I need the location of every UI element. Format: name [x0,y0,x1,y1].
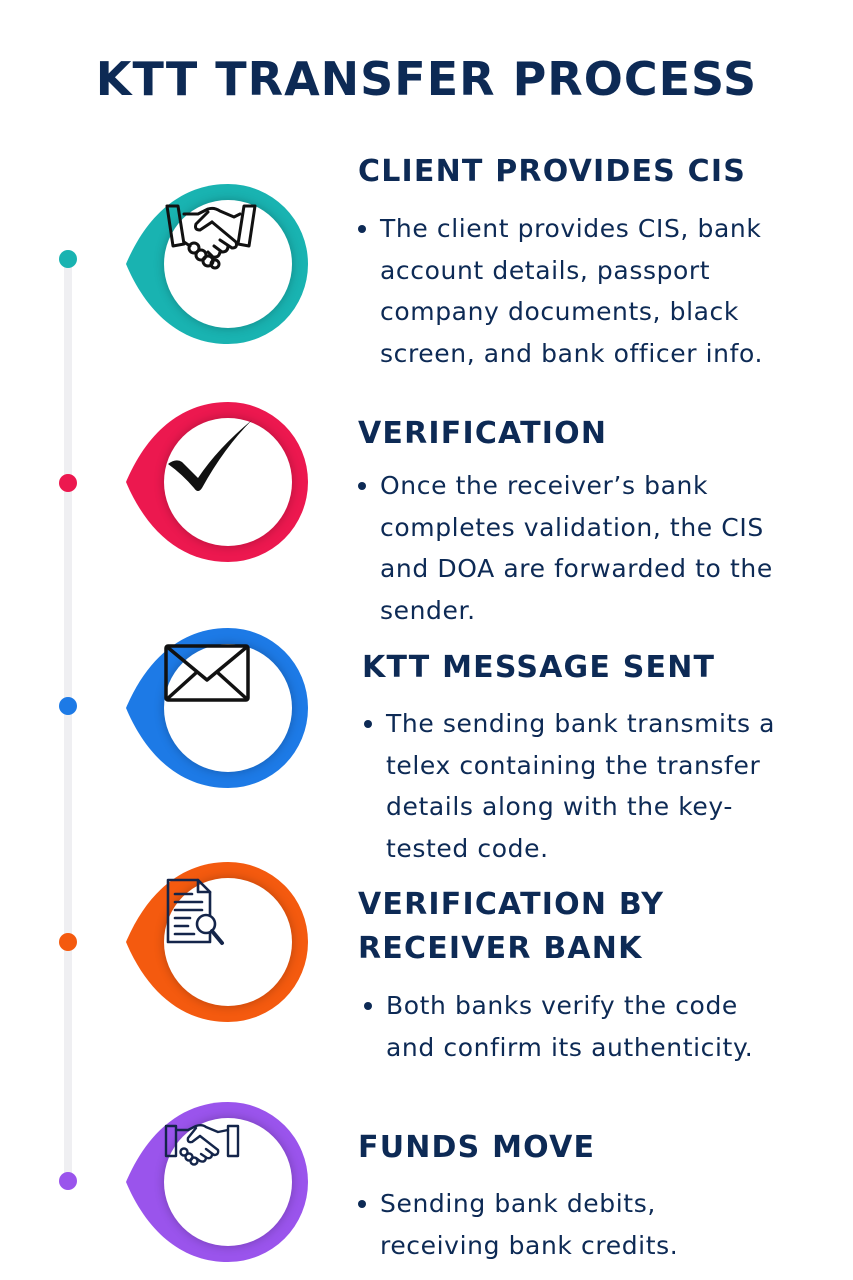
checkmark-icon [164,418,292,546]
step-title: VERIFICATION [358,416,608,451]
step-badge [124,1102,310,1262]
handshake-icon [164,200,292,328]
step-description [356,465,796,631]
step-bullet: Sending bank debits, receiving bank credits. [356,1183,776,1266]
step-title [358,883,798,971]
step-description [362,703,782,869]
step-title-text: VERIFICATION BY RECEIVER BANK [358,887,665,966]
step-description [362,985,792,1068]
step-description [356,208,816,374]
document-search-icon [164,878,292,1006]
step-title: KTT MESSAGE SENT [362,650,716,685]
timeline-dot [59,250,77,268]
step-description [356,1183,776,1266]
timeline-dot [59,697,77,715]
step-badge [124,862,310,1022]
timeline-dot [59,933,77,951]
step-badge [124,184,310,344]
page-title: KTT TRANSFER PROCESS [95,52,758,106]
step-bullet: The client provides CIS, bank account details, passport company documents, black screen, and bank officer info. [356,208,816,374]
step-bullet: Once the receiver’s bank completes validation, the CIS and DOA are forwarded to the sender. [356,465,796,631]
step-badge [124,402,310,562]
step-title: CLIENT PROVIDES CIS [358,154,747,189]
step-bullet: The sending bank transmits a telex containing the transfer details along with the key-tested code. [362,703,782,869]
step-badge [124,628,310,788]
step-title: FUNDS MOVE [358,1130,596,1165]
timeline-dot [59,474,77,492]
handshake-icon [164,1118,292,1246]
timeline-dot [59,1172,77,1190]
step-bullet: Both banks verify the code and confirm its authenticity. [362,985,792,1068]
envelope-icon [164,644,292,772]
timeline-line [64,262,72,1182]
